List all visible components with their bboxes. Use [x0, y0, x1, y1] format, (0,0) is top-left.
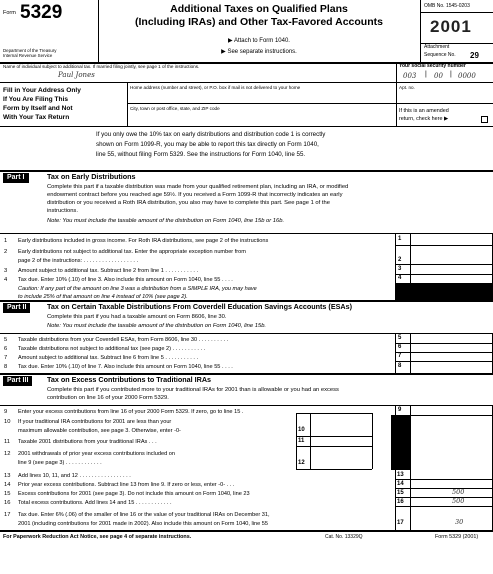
part2-title: Tax on Certain Taxable Distributions From Coverdell Education Savings Accounts (ESAs): [47, 302, 352, 311]
tax-year: 2001: [430, 17, 472, 36]
line14-text: Prior year excess contributions. Subtract line 13 from line 9. If zero or less, enter -0- . . .: [18, 482, 235, 488]
line11-text: Taxable 2001 distributions from your traditional IRAs . . .: [18, 439, 157, 445]
line10-box-number: 10: [298, 427, 305, 433]
ssn-separator-1: |: [425, 71, 427, 78]
line1-number: 1: [4, 238, 8, 244]
form-label: Form: [3, 10, 16, 16]
line17-box-number: 17: [397, 520, 404, 526]
line4-box-number: 4: [398, 275, 402, 281]
form-title-line2: (Including IRAs) and Other Tax-Favored Accounts: [135, 16, 383, 28]
line1-amount-field[interactable]: [410, 233, 493, 245]
see-instructions: ▶ See separate instructions.: [221, 49, 297, 55]
omb-number: OMB No. 1545-0203: [424, 3, 470, 9]
amended-line1: If this is an amended: [399, 108, 449, 114]
fill-address-line3: Form by Itself and Not: [3, 105, 73, 112]
line5-amount-field[interactable]: [410, 333, 493, 343]
line3-amount-field[interactable]: [410, 264, 493, 274]
sequence-number: 29: [470, 51, 479, 60]
line13-amount-field[interactable]: [410, 470, 493, 479]
part2-label: Part II: [3, 303, 30, 313]
line9-box-number: 9: [398, 407, 402, 413]
taxpayer-name[interactable]: Paul Jones: [58, 71, 95, 79]
part3-title: Tax on Excess Contributions to Traditional IRAs: [47, 375, 212, 384]
line9-text: Enter your excess contributions from line 16 of your 2000 Form 5329. If zero, go to line 15 .: [18, 409, 244, 415]
part1-note: Note: You must include the taxable amount of the distribution on Form 1040, line 15b or 16b.: [47, 218, 285, 224]
line4-number: 4: [4, 277, 8, 283]
caution-line1: Caution: If any part of the amount on line 3 was a distribution from a SIMPLE IRA, you may have: [18, 286, 257, 292]
line2-number: 2: [4, 249, 8, 255]
line13-text: Add lines 10, 11, and 12 . . . . . . . . . . . . . . . . .: [18, 473, 131, 479]
line5-number: 5: [4, 337, 8, 343]
line2-box-number: 2: [398, 257, 402, 263]
line14-amount-field[interactable]: [410, 479, 493, 488]
intro-line2: shown on Form 1099-R, you may be able to report this tax directly on Form 1040,: [96, 141, 319, 148]
line12-number: 12: [4, 451, 11, 457]
form-reference: Form 5329 (2001): [435, 534, 479, 540]
amended-line2: return, check here ▶: [399, 116, 449, 122]
line8-number: 8: [4, 364, 8, 370]
attach-instruction: ▶ Attach to Form 1040.: [228, 38, 290, 44]
line4-text: Tax due. Enter 10% (.10) of line 3. Also include this amount on Form 1040, line 55 . . . .: [18, 277, 233, 283]
amended-return-checkbox[interactable]: [481, 116, 488, 123]
part2-note: Note: You must include the taxable amount of the distribution on Form 1040, line 15b.: [47, 323, 267, 329]
fill-address-line1: Fill in Your Address Only: [3, 87, 81, 94]
line11-amount-field[interactable]: [310, 436, 372, 446]
line3-number: 3: [4, 268, 8, 274]
part3-desc2: contribution on line 16 of your 2000 Form 5329.: [47, 395, 169, 401]
line16-box-number: 16: [397, 499, 404, 505]
sequence-label: Sequence No.: [424, 52, 456, 58]
line15-box-number: 15: [397, 490, 404, 496]
line2-text-cont: page 2 of the instructions: . . . . . . . . . . . . . . . . . .: [18, 258, 139, 264]
line4-amount-field[interactable]: [410, 274, 493, 283]
line7-number: 7: [4, 355, 8, 361]
part3-label: Part III: [3, 376, 32, 386]
line17-number: 17: [4, 512, 11, 518]
part3-desc1: Complete this part if you contributed more to your traditional IRAs for 2001 than is allowable or you had an excess: [47, 387, 339, 393]
line2-amount-field[interactable]: [410, 245, 493, 264]
line8-text: Tax due. Enter 10% (.10) of line 7. Also include this amount on Form 1040, line 55 . . . .: [18, 364, 233, 370]
ssn-separator-2: |: [450, 71, 452, 78]
line17-text: Tax due. Enter 6% (.06) of the smaller of line 16 or the value of your traditional IRAs on December 31,: [18, 512, 270, 518]
caution-line2: to include 25% of that amount on line 4 instead of 10% (see page 2).: [18, 294, 188, 300]
apt-label: Apt. no.: [399, 85, 415, 90]
line9-amount-field[interactable]: [410, 405, 493, 415]
ssn-part1[interactable]: 003: [403, 72, 417, 80]
line5-box-number: 5: [398, 335, 402, 341]
line14-box-number: 14: [397, 481, 404, 487]
line5-text: Taxable distributions from your Coverdell ESAs, from Form 8606, line 30 . . . . . . . . . .: [18, 337, 229, 343]
ssn-part2[interactable]: 00: [434, 72, 443, 80]
part1-desc1: Complete this part if a taxable distribution was made from your qualified retirement plan, including an IRA, or modified: [47, 184, 349, 190]
line17-text-cont: 2001 (including contributions for 2001 made in 2002). Also include this amount on Form 1040, line 55: [18, 521, 269, 527]
line10-number: 10: [4, 419, 11, 425]
attachment-label: Attachment: [424, 44, 450, 50]
line12-amount-field[interactable]: [310, 446, 372, 469]
name-label: Name of individual subject to additional tax. If married filing jointly, see page 1 of the instructions.: [3, 64, 200, 69]
line15-amount-field[interactable]: 500: [452, 488, 465, 496]
fill-address-line4: With Your Tax Return: [3, 114, 70, 121]
line13-number: 13: [4, 473, 11, 479]
intro-line1: If you only owe the 10% tax on early distributions and distribution code 1 is correctly: [96, 131, 326, 138]
line13-box-number: 13: [397, 472, 404, 478]
part1-desc3: distribution or you received a Roth IRA distribution, you also may have to complete this part. See page 1 of the: [47, 200, 330, 206]
line10-text: If your traditional IRA contributions for 2001 are less than your: [18, 419, 172, 425]
line10-amount-field[interactable]: [310, 413, 372, 436]
line8-amount-field[interactable]: [410, 361, 493, 373]
line11-box-number: 11: [298, 438, 305, 444]
line7-text: Amount subject to additional tax. Subtract line 6 from line 5 . . . . . . . . . . .: [18, 355, 199, 361]
line3-box-number: 3: [398, 266, 402, 272]
line10-text-cont: maximum allowable contribution, see page 3. Otherwise, enter -0-: [18, 428, 181, 434]
line9-number: 9: [4, 409, 8, 415]
line6-text: Taxable distributions not subject to additional tax (see page 2) . . . . . . . . . . .: [18, 346, 206, 352]
line16-number: 16: [4, 500, 11, 506]
line2-text: Early distributions not subject to additional tax. Enter the appropriate exception number from: [18, 249, 246, 255]
line6-number: 6: [4, 346, 8, 352]
form-title-line1: Additional Taxes on Qualified Plans: [170, 3, 348, 15]
home-address-label: Home address (number and street), or P.O. box if mail is not delivered to your home: [130, 85, 301, 90]
line15-number: 15: [4, 491, 11, 497]
part2-desc: Complete this part if you had a taxable amount on Form 8606, line 30.: [47, 314, 227, 320]
line7-box-number: 7: [398, 353, 402, 359]
line15-text: Excess contributions for 2001 (see page 3). Do not include this amount on Form 1040, line 23: [18, 491, 250, 497]
part1-title: Tax on Early Distributions: [47, 172, 136, 181]
part1-desc2: endowment contract before you reached age 59½. If you received a Form 1099-R that incorrectly indicates an early: [47, 192, 343, 198]
part1-desc4: instructions.: [47, 208, 78, 214]
line12-text: 2001 withdrawals of prior year excess contributions included on: [18, 451, 176, 457]
lines10-12-shaded-area: [391, 415, 410, 470]
line16-amount-field[interactable]: 500: [452, 497, 465, 505]
line8-box-number: 8: [398, 363, 402, 369]
intro-line3: line 55, without filing Form 5329. See the instructions for Form 1040, line 55.: [96, 151, 306, 158]
paperwork-notice: For Paperwork Reduction Act Notice, see page 4 of separate instructions.: [3, 534, 192, 540]
line14-number: 14: [4, 482, 11, 488]
catalog-number: Cat. No. 13329Q: [325, 534, 363, 540]
line6-amount-field[interactable]: [410, 343, 493, 352]
part1-label: Part I: [3, 173, 29, 183]
line6-box-number: 6: [398, 344, 402, 350]
line12-box-number: 12: [298, 460, 305, 466]
dept-line2: Internal Revenue Service: [3, 53, 53, 58]
form-number: 5329: [20, 2, 63, 23]
line4-shaded-area: [395, 283, 493, 300]
line3-text: Amount subject to additional tax. Subtract line 2 from line 1 . . . . . . . . . . .: [18, 268, 199, 274]
city-label: City, town or post office, state, and ZIP code: [130, 106, 220, 111]
line11-number: 11: [4, 439, 11, 445]
line17-amount-field[interactable]: 30: [455, 518, 464, 526]
line7-amount-field[interactable]: [410, 352, 493, 361]
line12-text-cont: line 9 (see page 3) . . . . . . . . . . . .: [18, 460, 102, 466]
fill-address-line2: If You Are Filing This: [3, 96, 69, 103]
ssn-label: Your social security number: [399, 63, 466, 69]
line16-text: Total excess contributions. Add lines 14 and 15 . . . . . . . . . . . .: [18, 500, 172, 506]
ssn-part3[interactable]: 0000: [458, 72, 476, 80]
line1-box-number: 1: [398, 236, 402, 242]
line1-text: Early distributions included in gross income. For Roth IRA distributions, see page 2 of the instructions: [18, 238, 269, 244]
dept-line1: Department of the Treasury: [3, 48, 57, 53]
